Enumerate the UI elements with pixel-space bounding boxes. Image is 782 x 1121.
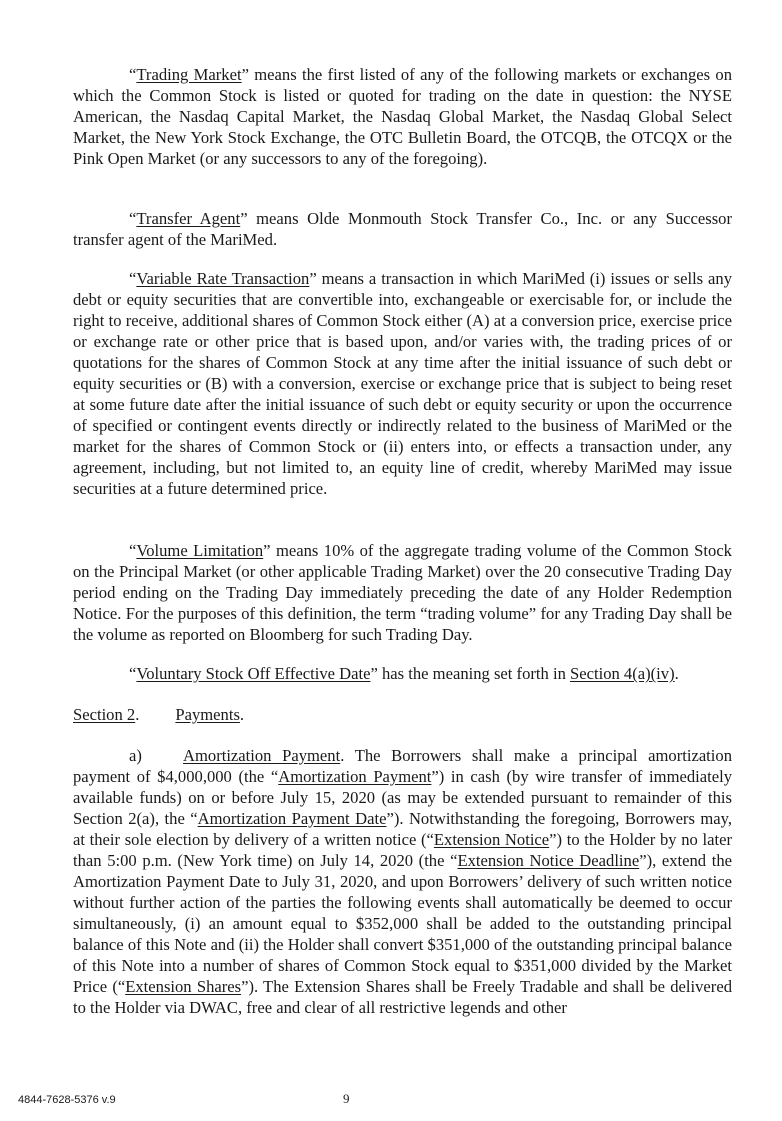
section-heading [73,704,244,725]
definition-text-end: . [674,664,679,683]
paragraph-text: ”), extend the Amortization Payment Date to July 31, 2020, and upon Borrowers’ delivery of such written notice without further action of the parties the following events shall automatically be deemed to occur simultaneously, (i) an amount equal to $352,000 shall be added to the outstanding principal balance of this Note and (ii) the Holder shall convert $351,000 of the outstanding principal balance of this Note into a number of shares of Common Stock equal to $351,000 divided by the Market Price (“ [73,851,732,996]
section-number: Section 2 [73,705,136,724]
page-number: 9 [343,1091,350,1106]
definition-trading-market: “Trading Market” means the first listed of any of the following markets or exchanges on which the Common Stock is listed or quoted for trading on the date in question: the NYSE American, the Nasdaq Capital Market, the Nasdaq Global Market, the Nasdaq Global Select Market, the New York Stock Exchange, the OTC Bulletin Board, the OTCQB, the OTCQX or the Pink Open Market (or any successors to any of the foregoing). [73,65,733,168]
section-title: Payments [175,705,240,724]
term-extension-notice-deadline: Extension Notice Deadline [457,851,640,870]
paragraph-text: ”). Notwithstanding the foregoing, Borrowers may, at their sole election by delivery of a written notice (“ [73,809,733,849]
paragraph-text: ”) to the Holder by no later than 5:00 p.m. (New York time) on July 14, 2020 (the “ [73,830,732,870]
definition-text: ” means Olde Monmouth Stock Transfer Co., Inc. or any Successor transfer agent of the MariMed. [73,209,732,249]
definition-voluntary-stock-off: “Voluntary Stock Off Effective Date” has the meaning set forth in Section 4(a)(iv). [129,664,679,683]
paragraph-text: . The Borrowers shall make a principal amortization payment of $4,000,000 (the “ [73,746,732,786]
definition-text: ” means a transaction in which MariMed (i) issues or sells any debt or equity securities that are convertible into, exchangeable or exercisable for, or include the right to receive, additional shares of Common Stock either (A) at a conversion price, exercise price or exchange rate or other price that is based upon, and/or varies with, the trading prices of or quotations for the shares of Common Stock at any time after the initial issuance of such debt or equity securities or (B) with a conversion, exercise or exchange price that is subject to being reset at some future date after the initial issuance of such debt or equity security or upon the occurrence of specified or contingent events directly or indirectly related to the business of MariMed or the market for the shares of Common Stock or (ii) enters into, or effects a transaction under, any agreement, including, but not limited to, an equity line of credit, whereby MariMed may issue securities at a future determined price. [73,269,733,498]
definition-text: ” has the meaning set forth in [370,664,571,683]
term-extension-shares: Extension Shares [125,977,242,996]
term-trading-market: Trading Market [136,65,242,84]
definition-text: ” means the first listed of any of the following markets or exchanges on which the Common Stock is listed or quoted for trading on the date in question: the NYSE American, the Nasdaq Capital Market, the Nasdaq Global Market, the Nasdaq Global Select Market, the New York Stock Exchange, the OTC Bulletin Board, the OTCQB, the OTCQX or the Pink Open Market (or any successors to any of the foregoing). [73,65,733,168]
definition-text: ” means 10% of the aggregate trading volume of the Common Stock on the Principal Market (or other applicable Trading Market) over the 20 consecutive Trading Day period ending on the Trading Day immediately preceding the date of any Holder Redemption Notice. For the purposes of this definition, the term “trading volume” for any Trading Day shall be the volume as reported on Bloomberg for such Trading Day. [73,541,732,644]
term-extension-notice: Extension Notice [433,830,550,849]
paragraph-text: ”) in cash (by wire transfer of immediately available funds) on or before July 15, 2020 (as may be extended pursuant to remainder of this Section 2(a), the “ [73,767,732,828]
document-id: 4844-7628-5376 v.9 [18,1094,116,1106]
paragraph-text: ”). The Extension Shares shall be Freely Tradable and shall be delivered to the Holder via DWAC, free and clear of all restrictive legends and other [73,977,732,1017]
definition-transfer-agent: “Transfer Agent” means Olde Monmouth Stock Transfer Co., Inc. or any Successor transfer agent of the MariMed. [73,209,732,249]
subsection-heading: Amortization Payment [183,746,341,765]
term-amortization-payment-date: Amortization Payment Date [197,809,387,828]
definition-volume-limitation: “Volume Limitation” means 10% of the aggregate trading volume of the Common Stock on the Principal Market (or other applicable Trading Market) over the 20 consecutive Trading Day period ending on the Trading Day immediately preceding the date of any Holder Redemption Notice. For the purposes of this definition, the term “trading volume” for any Trading Day shall be the volume as reported on Bloomberg for such Trading Day. [73,541,732,644]
section-title-dot: . [239,705,245,724]
section-reference-link: Section 4(a)(iv) [570,664,675,683]
term-variable-rate-transaction: Variable Rate Transaction [136,269,310,288]
definition-variable-rate-transaction: “Variable Rate Transaction” means a transaction in which MariMed (i) issues or sells any debt or equity securities that are convertible into, exchangeable or exercisable for, or include the right to receive, additional shares of Common Stock either (A) at a conversion price, exercise price or exchange rate or other price that is based upon, and/or varies with, the trading prices of or quotations for the shares of Common Stock at any time after the initial issuance of such debt or equity securities or (B) with a conversion, exercise or exchange price that is subject to being reset at some future date after the initial issuance of such debt or equity security or upon the occurrence of specified or contingent events directly or indirectly related to the business of MariMed or the market for the shares of Common Stock or (ii) enters into, or effects a transaction under, any agreement, including, but not limited to, an equity line of credit, whereby MariMed may issue securities at a future determined price. [73,269,733,498]
amortization-paragraph [73,745,732,1018]
term-amortization-payment: Amortization Payment [278,767,432,786]
term-transfer-agent: Transfer Agent [136,209,241,228]
term-volume-limitation: Volume Limitation [136,541,264,560]
section-number-dot: . [135,705,140,724]
subsection-label: a) [129,746,142,765]
term-voluntary-stock-off: Voluntary Stock Off Effective Date [136,664,371,683]
